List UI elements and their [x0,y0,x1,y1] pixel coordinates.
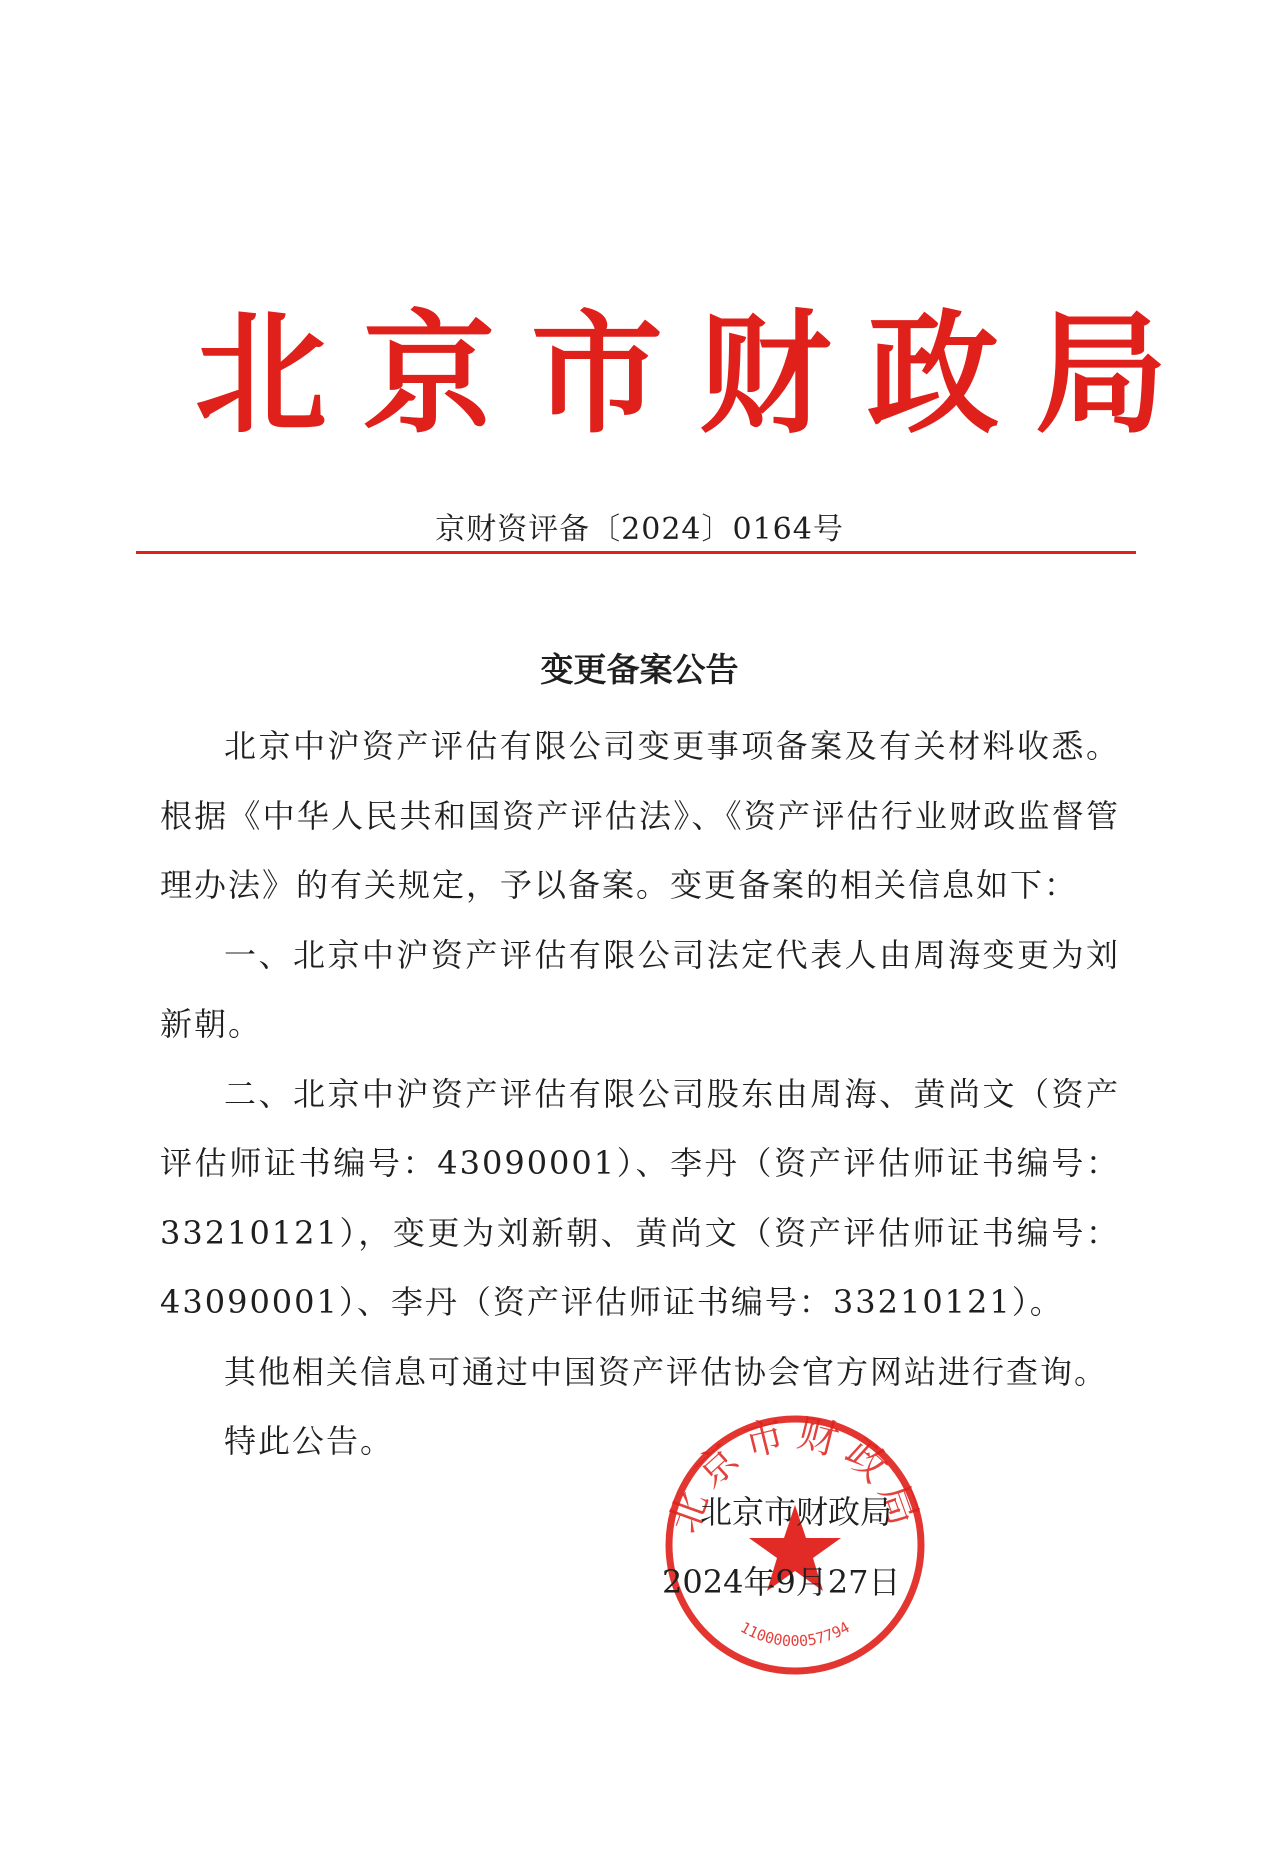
official-seal [660,1410,930,1680]
seal-text: 北京市财政局 [660,1410,930,1539]
svg-text:1100000057794 [737,1618,852,1650]
paragraph-query-info: 其他相关信息可通过中国资产评估协会官方网站进行查询。 [224,1352,1109,1391]
notice-title: 变更备案公告 [540,650,739,689]
document-number: 京财资评备〔2024〕0164号 [435,512,844,547]
paragraph-intro: 北京中沪资产评估有限公司变更事项备案及有关材料收悉。根据《中华人民共和国资产评估法》、《资产评估行业财政监督管理办法》的有关规定，予以备案。变更备案的相关信息如下： [160,727,1120,904]
red-divider-line [136,551,1136,554]
signing-organization: 北京市财政局 [700,1493,893,1531]
signing-date: 2024年9月27日 [662,1563,901,1601]
paragraph-item-1: 一、北京中沪资产评估有限公司法定代表人由周海变更为刘新朝。 [160,935,1120,1043]
seal-serial: 1100000057794 [737,1618,853,1651]
paragraph-closing: 特此公告。 [224,1422,395,1460]
agency-letterhead-title: 北京市财政局 [195,297,1203,452]
paragraph-item-2: 二、北京中沪资产评估有限公司股东由周海、黄尚文（资产评估师证书编号：43090001）、李丹（资产评估师证书编号：33210121），变更为刘新朝、黄尚文（资产评估师证书编号：43090001）、李丹（资产评估师证书编号：33210121）。 [160,1074,1120,1321]
notice-body [160,712,1120,1477]
